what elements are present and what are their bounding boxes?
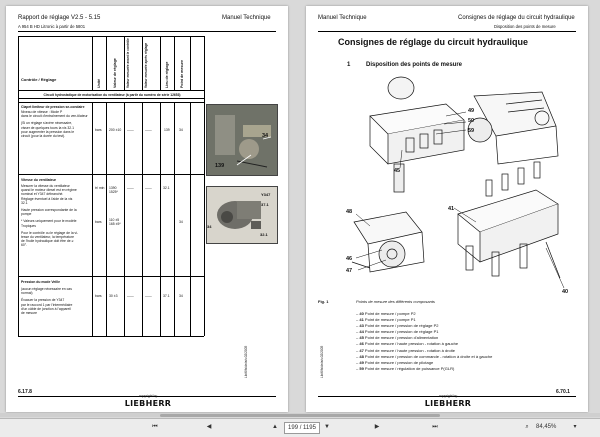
list-item: – 46 Point de mesure / haute pression - rotation à gauche bbox=[356, 341, 459, 347]
list-item: – 45 Point de mesure / pression d'alimentation bbox=[356, 335, 439, 341]
legend-list bbox=[356, 311, 492, 372]
row2-unit-pressure: bars bbox=[95, 220, 102, 224]
photo1-label-139: 139 bbox=[215, 163, 225, 169]
row2-unit: tr/ min bbox=[95, 186, 105, 190]
hydraulic-diagram bbox=[346, 72, 572, 294]
left-page bbox=[6, 6, 288, 412]
row2-description: Mesurer la vitesse du ventilateur quand le moteur diesel est en régime nominal et Y347 débranché. Réglage éventuel à l'aide de la vis 32.1 Haute pression correspondante de la pompe * Valeurs uniquement pour le modèle Tropiques Pour le contrôle ou le réglage de la vi- tesse du ventilateur, la température de l'huile hydraulique doit être de ≥ 60°. bbox=[21, 184, 79, 248]
row3-unit: bars bbox=[95, 294, 102, 298]
left-header-title: Rapport de réglage V2.5 - 5.15 bbox=[18, 15, 101, 21]
right-header-title: Consignes de réglage du circuit hydraulique bbox=[458, 15, 575, 21]
diagram-label-48: 48 bbox=[346, 209, 353, 215]
list-item: – 59 Point de mesure / régulation de puissance P(GLR) bbox=[356, 365, 455, 371]
diagram-label-49: 49 bbox=[468, 108, 475, 114]
section-title: Disposition des points de mesure bbox=[366, 62, 463, 68]
photo2-label-37-1: 37.1 bbox=[261, 202, 269, 207]
row3-after: —— bbox=[145, 294, 152, 298]
right-page bbox=[306, 6, 588, 412]
row3-point: 34 bbox=[179, 294, 183, 298]
photo2-label-34: 34 bbox=[207, 224, 212, 229]
zoom-icon[interactable]: ⌕ bbox=[525, 424, 529, 430]
diagram-label-59: 59 bbox=[468, 128, 475, 134]
list-item: – 40 Point de mesure / pompe P2 bbox=[356, 311, 416, 316]
figure-label: Fig. 1 bbox=[318, 299, 329, 304]
list-item: – 49 Point de mesure / pression de pilotage bbox=[356, 359, 434, 365]
photo2-label-32-1: 32.1 bbox=[260, 232, 268, 237]
col-header-measured-before: Valeur mesurée avant le contrôle bbox=[126, 38, 130, 88]
right-page-number: 6.70.1 bbox=[556, 389, 570, 395]
list-item: – 48 Point de mesure / pression de commande - rotation à droite et à gauche bbox=[356, 353, 493, 359]
left-side-code: Lib/6/fs/de/a/s:02/2005 bbox=[244, 345, 248, 378]
section-heading: Circuit hydrostatique de motorisation du ventilateur (à partir du numéro de série 12653) bbox=[43, 92, 181, 97]
diagram-label-46: 46 bbox=[346, 256, 353, 262]
right-logo: LIEBHERR bbox=[424, 399, 472, 408]
col-header-setting-place: Lieu de réglage bbox=[165, 61, 169, 88]
row1-description: Niveau de vitesse : Mode P dans le circuit d'entraînement du ven-tilateur (Si un réglage s'avère nécessaire, visser de quelques tours la vis 32.1 pour augmenter la pression dans le circuit (pour la durée du test). bbox=[21, 110, 88, 139]
right-copyright: copyright by bbox=[438, 394, 458, 398]
row2-point: 34 bbox=[179, 220, 183, 224]
row1-place: 139 bbox=[164, 128, 170, 132]
right-header-left: Manuel Technique bbox=[318, 15, 367, 21]
row2-value-pressure: 110 ±5 165 ±5* bbox=[109, 218, 121, 227]
list-item: – 44 Point de mesure / pression de réglage P1 bbox=[356, 329, 439, 335]
row1-point: 34 bbox=[179, 128, 183, 132]
row1-unit: bars bbox=[95, 128, 102, 132]
col-header-unit: Unité bbox=[97, 79, 101, 88]
row1-heading: Clapet limiteur de pression se-condaire bbox=[21, 105, 85, 109]
previous-page-icon[interactable]: ◀ bbox=[206, 424, 212, 430]
row1-after: —— bbox=[145, 128, 152, 132]
diagram-label-40: 40 bbox=[562, 289, 569, 295]
col-header-measure-point: Point de mesure bbox=[180, 60, 184, 88]
diagram-label-45: 45 bbox=[394, 168, 401, 174]
col-header-setting-value: Valeur de réglage bbox=[113, 58, 117, 88]
row3-description: (aucun réglage nécessaire en cas normal) Évacuer la pression de Y347 par le raccord 1 par l'intermédiaire d'un câble de jonction à l'appareil de mesure bbox=[21, 287, 73, 316]
left-copyright: copyright by bbox=[138, 394, 158, 398]
scrollbar-thumb[interactable] bbox=[160, 414, 440, 417]
right-side-code: Lib/6/fs/de/a/s:02/2005 bbox=[320, 345, 324, 378]
row1-value: 200 ±10 bbox=[109, 128, 122, 132]
diagram-label-50: 50 bbox=[468, 118, 475, 124]
page-title: Consignes de réglage du circuit hydraulique bbox=[338, 37, 529, 47]
col-header-control: Contrôle / Réglage bbox=[21, 77, 57, 82]
list-item: – 43 Point de mesure / pression de réglage P2 bbox=[356, 323, 439, 329]
header-rule bbox=[18, 31, 276, 32]
horizontal-scrollbar[interactable] bbox=[0, 413, 600, 417]
left-page-number: 6.17.8 bbox=[18, 389, 32, 395]
row2-heading: Vitesse du ventilateur bbox=[21, 178, 56, 182]
row2-after: —— bbox=[145, 186, 152, 190]
last-page-icon[interactable]: ⏭ bbox=[432, 424, 438, 430]
page-up-icon[interactable]: ▲ bbox=[272, 424, 278, 430]
zoom-dropdown-icon[interactable]: ▾ bbox=[573, 424, 577, 430]
page-number-input[interactable]: 199 / 1195 bbox=[284, 422, 320, 434]
figure-caption: Points de mesure des différents composants bbox=[356, 299, 435, 304]
row2-place: 32.1 bbox=[163, 186, 170, 190]
left-header-right: Manuel Technique bbox=[222, 15, 271, 21]
row1-before: —— bbox=[127, 128, 134, 132]
zoom-level[interactable]: 84,45% bbox=[536, 424, 557, 430]
list-item: – 41 Point de mesure / pompe P1 bbox=[356, 317, 416, 323]
diagram-label-41: 41 bbox=[448, 206, 455, 212]
left-header-subtitle: A 954 B HD Litronic à partir de 5801 bbox=[18, 24, 86, 29]
photo2-label-y347: Y347 bbox=[261, 192, 271, 197]
row2-value: 1390 1525* bbox=[109, 186, 118, 195]
row3-place: 37.1 bbox=[163, 294, 170, 298]
right-header-subtitle: Disposition des points de mesure bbox=[494, 24, 556, 29]
header-rule bbox=[318, 31, 576, 32]
row2-before: —— bbox=[127, 186, 134, 190]
row3-heading: Pression du mode Veille bbox=[21, 280, 61, 284]
section-number: 1 bbox=[347, 62, 351, 68]
col-header-measured-after: Valeur mesurée après réglage bbox=[144, 42, 148, 88]
diagram-label-47: 47 bbox=[346, 268, 353, 274]
next-page-icon[interactable]: ▶ bbox=[374, 424, 380, 430]
row3-value: 30 ±3 bbox=[109, 294, 118, 298]
row3-before: —— bbox=[127, 294, 134, 298]
page-down-icon[interactable]: ▼ bbox=[324, 424, 330, 430]
photo1-label-34: 34 bbox=[262, 133, 269, 139]
first-page-icon[interactable]: ⏮ bbox=[152, 424, 158, 430]
left-logo: LIEBHERR bbox=[124, 399, 172, 408]
list-item: – 47 Point de mesure / haute pression - rotation à droite bbox=[356, 347, 455, 353]
viewer-toolbar bbox=[0, 418, 600, 437]
